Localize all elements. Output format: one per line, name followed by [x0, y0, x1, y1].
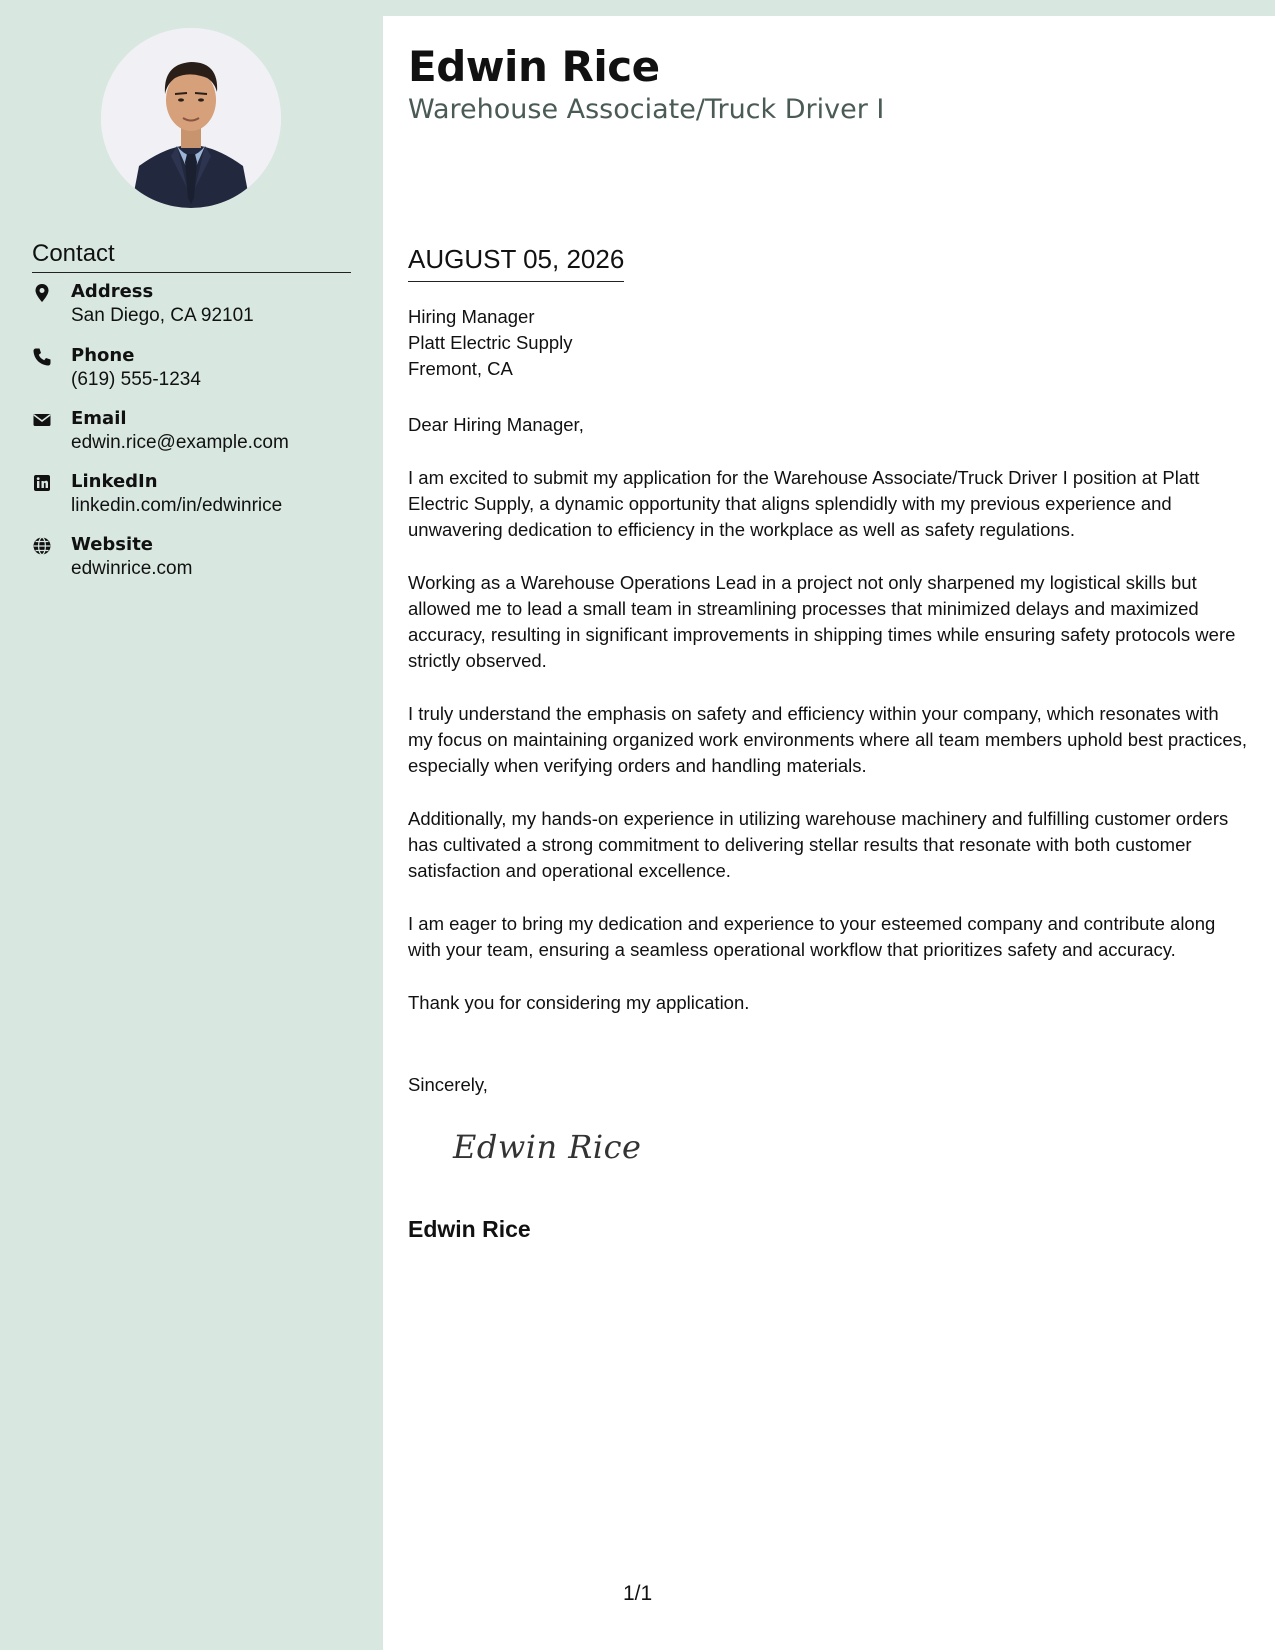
person-portrait-icon	[101, 28, 281, 208]
letter-paragraph: Additionally, my hands-on experience in utilizing warehouse machinery and fulfilling customer orders has cultivated a strong commitment to delivering stellar results that resonate with both customer satisfaction and operational excellence.	[408, 808, 1229, 881]
applicant-title: Warehouse Associate/Truck Driver I	[408, 94, 885, 125]
profile-photo	[101, 28, 281, 208]
letter-paragraph: Thank you for considering my application.	[408, 992, 750, 1013]
recipient-block	[408, 304, 573, 382]
phone-icon	[32, 347, 52, 367]
contact-value[interactable]: edwin.rice@example.com	[71, 432, 289, 453]
contact-label: Email	[71, 408, 127, 429]
salutation: Dear Hiring Manager,	[408, 414, 584, 435]
recipient-line: Hiring Manager	[408, 306, 535, 327]
recipient-line: Fremont, CA	[408, 358, 513, 379]
applicant-name: Edwin Rice	[408, 42, 660, 91]
handwritten-signature: Edwin Rice	[453, 1128, 642, 1166]
linkedin-icon	[32, 473, 52, 493]
letter-paragraph: I truly understand the emphasis on safety and efficiency within your company, which resonates with my focus on maintaining organized work environments where all team members uphold best practices, especially when verifying orders and handling materials.	[408, 703, 1248, 776]
location-pin-icon	[32, 283, 52, 303]
page-number: 1/1	[623, 1582, 653, 1605]
letter-content	[408, 412, 1248, 1043]
letter-paragraph: Working as a Warehouse Operations Lead in a project not only sharpened my logistical skills but allowed me to lead a small team in streamlining processes that minimized delays and maximized accuracy, resulting in significant improvements in shipping times while ensuring safety protocols were strictly observed.	[408, 572, 1236, 671]
letter-date: AUGUST 05, 2026	[408, 244, 624, 282]
letter-paragraph: I am eager to bring my dedication and experience to your esteemed company and contribute along with your team, ensuring a seamless operational workflow that prioritizes safety and accuracy.	[408, 913, 1216, 960]
recipient-line: Platt Electric Supply	[408, 332, 573, 353]
contact-label: Website	[71, 534, 154, 555]
signer-name: Edwin Rice	[408, 1216, 531, 1242]
envelope-icon	[32, 410, 52, 430]
contact-label: Address	[71, 281, 154, 302]
sidebar	[0, 0, 383, 1650]
letter-paragraph: I am excited to submit my application for the Warehouse Associate/Truck Driver I position at Platt Electric Supply, a dynamic opportunity that aligns splendidly with my previous experience and unwavering dedication to efficiency in the workplace as well as safety regulations.	[408, 467, 1200, 540]
letter-body	[383, 16, 1275, 1650]
contact-value[interactable]: edwinrice.com	[71, 558, 193, 579]
contact-heading: Contact	[32, 240, 351, 273]
contact-label: Phone	[71, 345, 135, 366]
closing: Sincerely,	[408, 1074, 488, 1095]
globe-icon	[32, 536, 52, 556]
contact-value: (619) 555-1234	[71, 369, 201, 390]
contact-value[interactable]: linkedin.com/in/edwinrice	[71, 495, 283, 516]
contact-label: LinkedIn	[71, 471, 158, 492]
contact-value: San Diego, CA 92101	[71, 305, 254, 326]
